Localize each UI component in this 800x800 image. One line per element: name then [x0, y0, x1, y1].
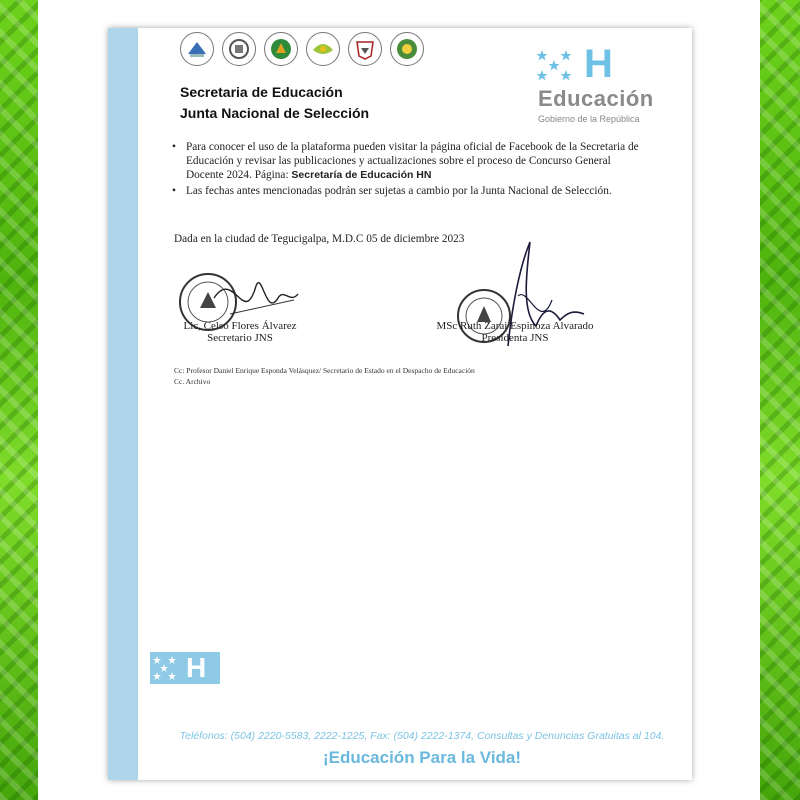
signer-name: MSc Ruth Zarai Espinoza Alvarado [436, 320, 594, 332]
document-page [108, 28, 692, 780]
side-color-band [108, 28, 138, 780]
teacher-association-logo-4 [306, 32, 340, 66]
teacher-association-logo-5 [348, 32, 382, 66]
brand-letter: H [584, 42, 613, 86]
bullet-item-facebook [172, 140, 642, 182]
teacher-association-logo-2 [222, 32, 256, 66]
teacher-association-logo-6 [390, 32, 424, 66]
bottom-brand-mark [150, 652, 220, 684]
brand-subtitle: Gobierno de la República [538, 114, 640, 124]
facebook-page-name: Secretaría de Educación HN [291, 169, 432, 181]
stars-icon [536, 48, 580, 84]
signer-presidenta [420, 320, 610, 344]
teacher-association-logo-3 [264, 32, 298, 66]
signer-name: Lic, Celso Flores Álvarez [183, 320, 297, 332]
footer-slogan: ¡Educación Para la Vida! [322, 748, 522, 767]
bullet-symbol: • [172, 141, 176, 153]
header-junta: Junta Nacional de Selección [180, 105, 370, 121]
brand-letter: H [186, 652, 207, 683]
bullet-text: Para conocer el uso de la plataforma pueden visitar la página oficial de Facebook de la Secretaria de Educación y revisar las publicaciones y actualizaciones sobre el proceso de Concurso General Docente 2024. Página: [186, 141, 639, 181]
signer-role: Secretario JNS [207, 332, 273, 344]
brand-word: Educación [538, 86, 654, 111]
bullet-list [172, 140, 642, 200]
green-border-left [0, 0, 38, 800]
date-line: Dada en la ciudad de Tegucigalpa, M.D.C 05 de diciembre 2023 [174, 233, 465, 245]
cc-line-secretario: Cc: Profesor Daniel Enrique Esponda Velásquez/ Secretario de Estado en el Despacho de Educación [174, 366, 475, 375]
teacher-association-logo-1 [180, 32, 214, 66]
header-secretaria: Secretaria de Educación [180, 84, 343, 100]
stars-icon [152, 652, 186, 684]
signer-secretario [170, 320, 310, 344]
footer-contact: Teléfonos: (504) 2220-5583, 2222-1225, Fax: (504) 2222-1374, Consultas y Denuncias Gratuitas al 104. [179, 730, 665, 742]
educacion-logo [536, 44, 676, 130]
green-border-right [760, 0, 800, 800]
bullet-text: Las fechas antes mencionadas podrán ser sujetas a cambio por la Junta Nacional de Selección. [186, 185, 612, 197]
institution-logos [180, 32, 424, 70]
bullet-item-dates [172, 184, 642, 198]
signer-role: Presidenta JNS [481, 332, 549, 344]
bullet-symbol: • [172, 185, 176, 197]
cc-line-archivo: Cc. Archivo [174, 377, 211, 386]
